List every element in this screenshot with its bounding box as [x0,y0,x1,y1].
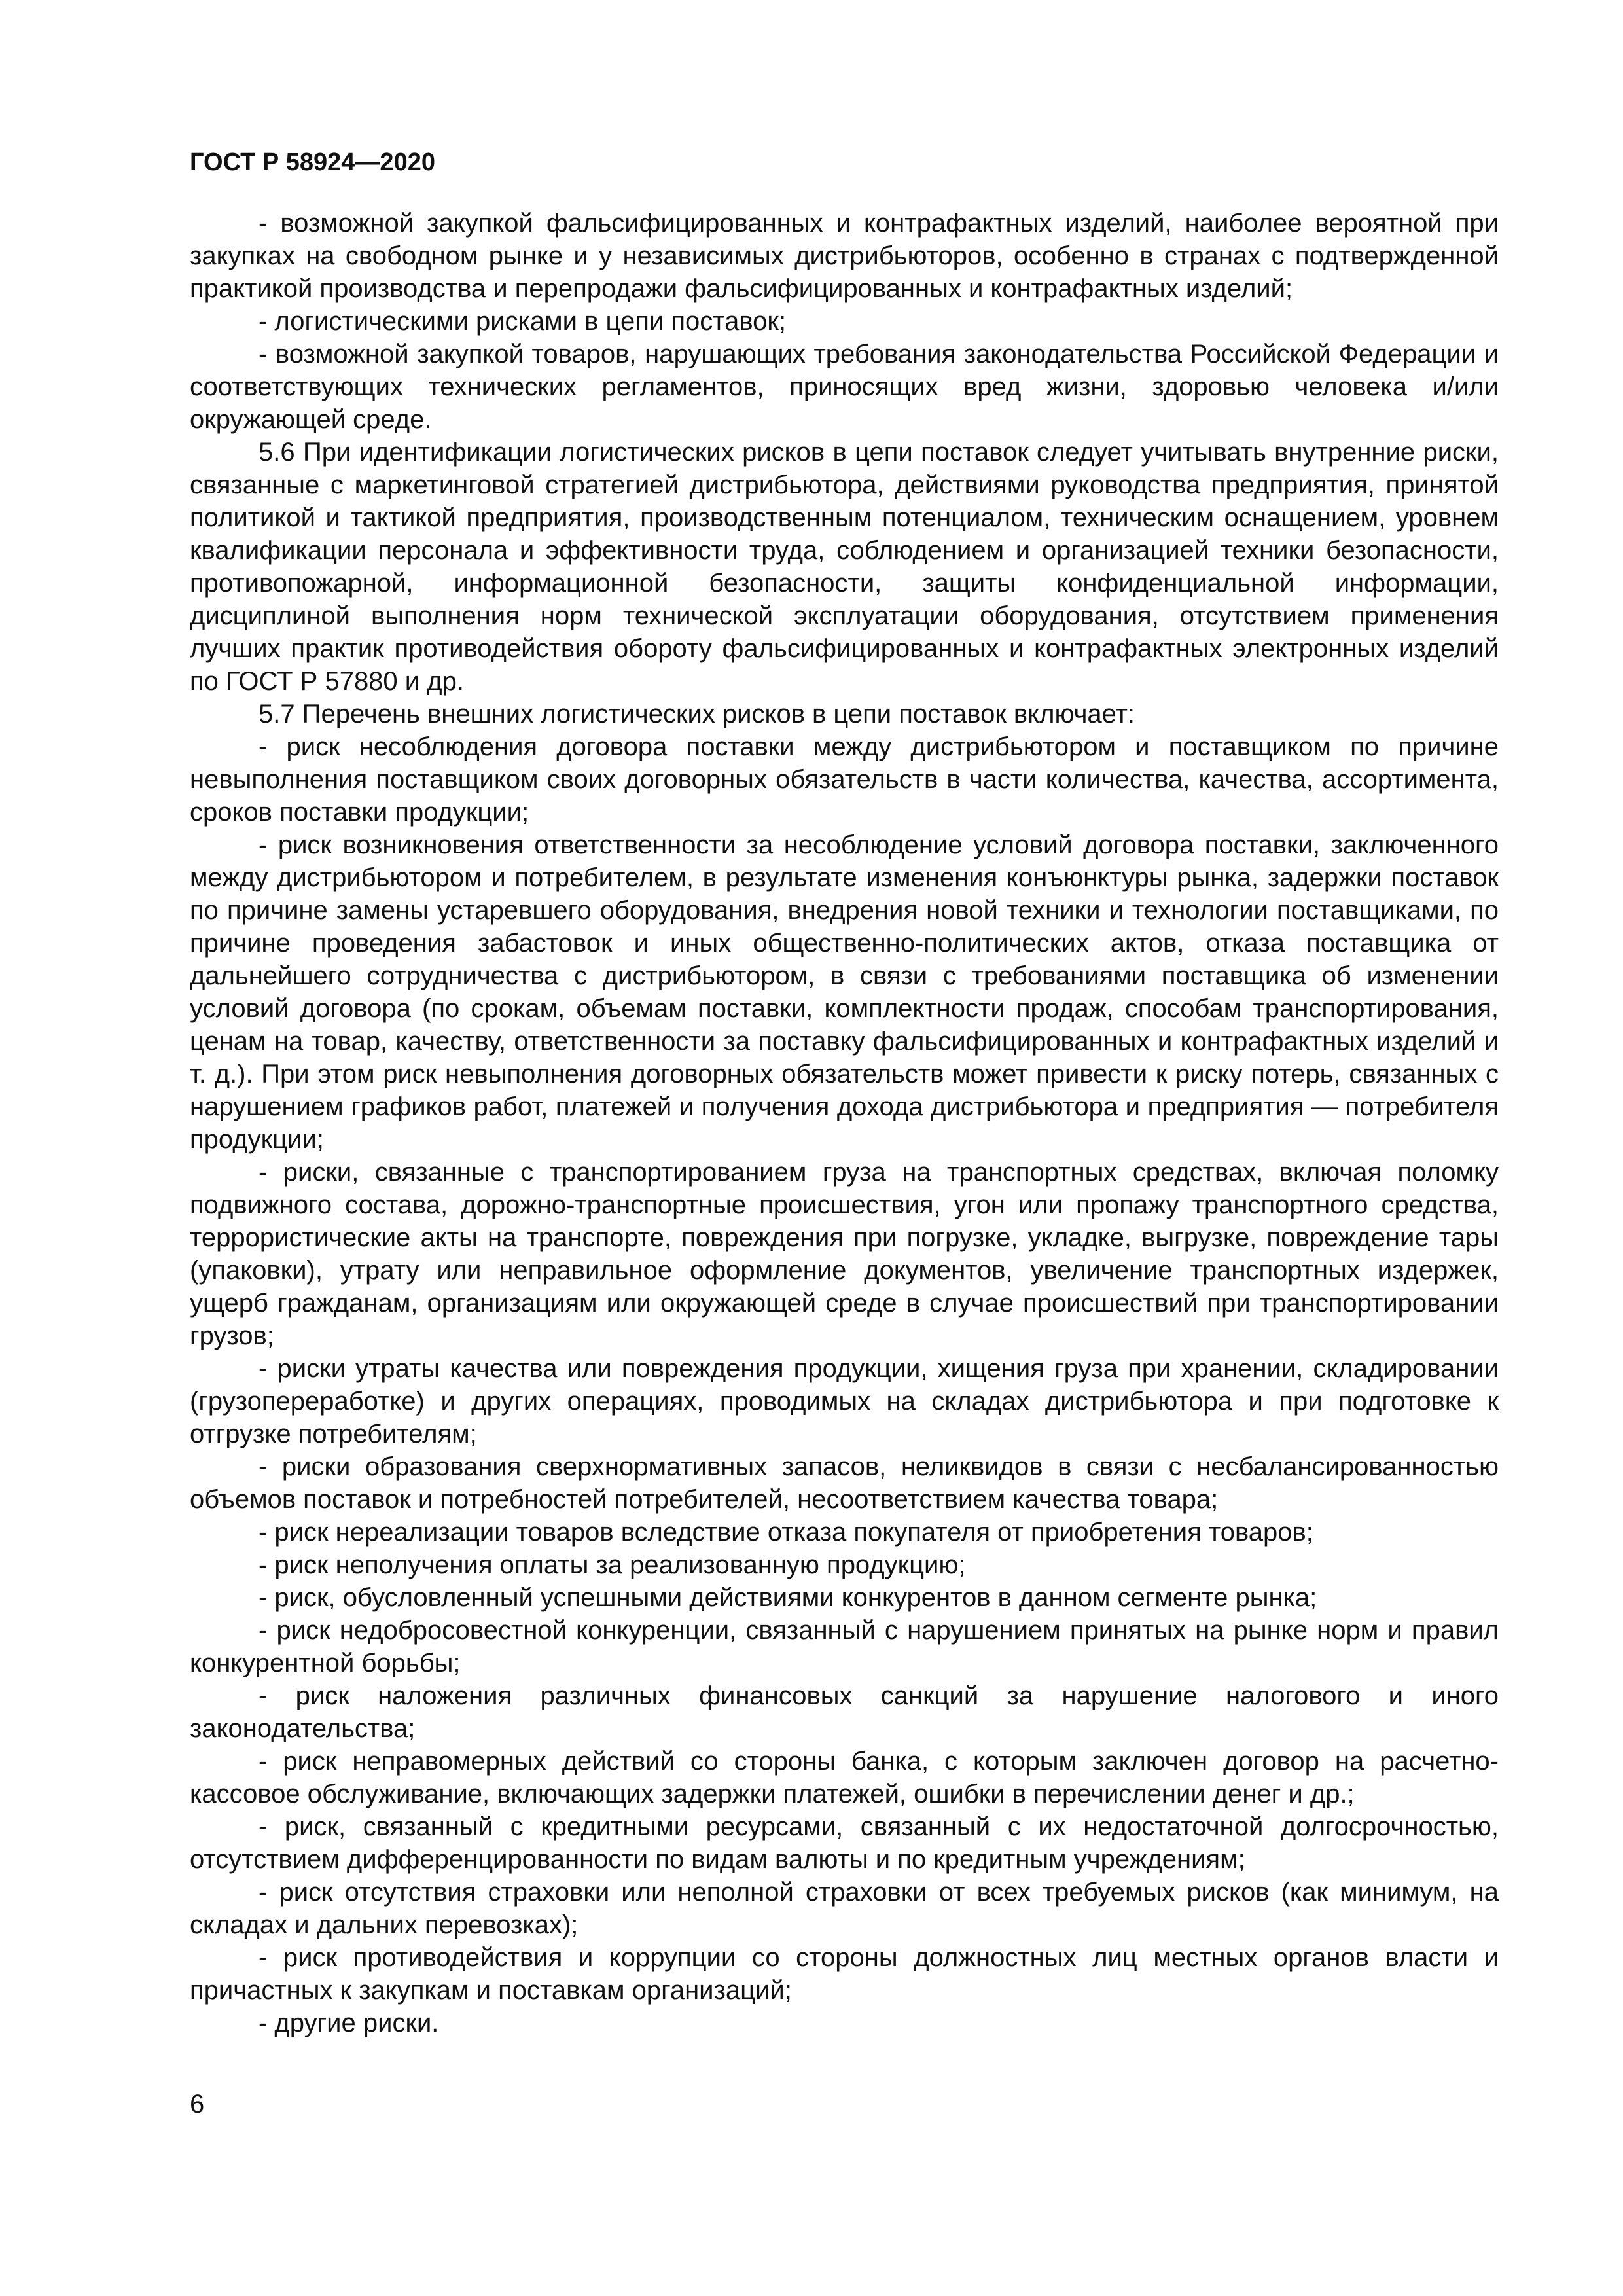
paragraph: - другие риски. [259,2009,439,2037]
paragraph: - логистическими рисками в цепи поставок; [259,307,786,336]
paragraph: - риски утраты качества или повреждения продукции, хищения груза при хранении, складировании (грузопереработке) и других операциях, проводимых на складах дистрибьютора и при подготовке к отгрузке потребителям; [190,1354,1499,1448]
paragraph: - риски, связанные с транспортированием груза на транспортных средствах, включая поломку подвижного состава, дорожно-транспортные происшествия, угон или пропажу транспортного средства, террористические акты на транспорте, повреждения при погрузке, укладке, выгрузке, повреждение тары (упаковки), утрату или неправильное оформление документов, увеличение транспортных издержек, ущерб гражданам, организациям или окружающей среде в случае происшествий при транспортировании грузов; [190,1158,1499,1350]
paragraph: - риск противодействия и коррупции со стороны должностных лиц местных органов власти и причастных к закупкам и поставкам организаций; [190,1943,1499,2005]
paragraph: - возможной закупкой товаров, нарушающих требования законодательства Российской Федерации и соответствующих технических регламентов, приносящих вред жизни, здоровью человека и/или окружающей среде. [190,340,1499,434]
paragraph: - риск недобросовестной конкуренции, связанный с нарушением принятых на рынке норм и правил конкурентной борьбы; [190,1616,1499,1677]
paragraph: - возможной закупкой фальсифицированных и контрафактных изделий, наиболее вероятной при закупках на свободном рынке и у независимых дистрибьюторов, особенно в странах с подтвержденной практикой производства и перепродажи фальсифицированных и контрафактных изделий; [190,209,1499,303]
paragraph: - риск несоблюдения договора поставки между дистрибьютором и поставщиком по причине невыполнения поставщиком своих договорных обязательств в части количества, качества, ассортимента, сроков поставки продукции; [190,732,1499,827]
paragraph: - риск, связанный с кредитными ресурсами, связанный с их недостаточной долгосрочностью, отсутствием дифференцированности по видам валюты и по кредитным учреждениям; [190,1812,1499,1874]
paragraph: - риск нереализации товаров вследствие отказа покупателя от приобретения товаров; [259,1518,1313,1547]
page-number: 6 [190,2090,205,2119]
paragraph: 5.6 При идентификации логистических рисков в цепи поставок следует учитывать внутренние риски, связанные с маркетинговой стратегией дистрибьютора, действиями руководства предприятия, принятой политикой и тактикой предприятия, производственным потенциалом, техническим оснащением, уровнем квалификации персонала и эффективности труда, соблюдением и организацией техники безопасности, противопожарной, информационной безопасности, защиты конфиденциальной информации, дисциплиной выполнения норм технической эксплуатации оборудования, отсутствием применения лучших практик противодействия обороту фальсифицированных и контрафактных электронных изделий по ГОСТ Р 57880 и др. [190,438,1499,696]
paragraph: - риски образования сверхнормативных запасов, неликвидов в связи с несбалансированностью объемов поставок и потребностей потребителей, несоответствием качества товара; [190,1452,1499,1514]
document-page [190,147,1499,2039]
paragraph: - риск неполучения оплаты за реализованную продукцию; [259,1551,966,1579]
paragraph: - риск возникновения ответственности за несоблюдение условий договора поставки, заключенного между дистрибьютором и потребителем, в результате изменения конъюнктуры рынка, задержки поставок по причине замены устаревшего оборудования, внедрения новой техники и технологии поставщиками, по причине проведения забастовок и иных общественно-политических актов, отказа поставщика от дальнейшего сотрудничества с дистрибьютором, в связи с требованиями поставщика об изменении условий договора (по срокам, объемам поставки, комплектности продаж, способам транспортирования, ценам на товар, качеству, ответственности за поставку фальсифицированных и контрафактных изделий и т. д.). При этом риск невыполнения договорных обязательств может привести к риску потерь, связанных с нарушением графиков работ, платежей и получения дохода дистрибьютора и предприятия — потребителя продукции; [190,831,1499,1154]
body-text [190,207,1499,2039]
paragraph: - риск отсутствия страховки или неполной страховки от всех требуемых рисков (как минимум, на складах и дальних перевозках); [190,1878,1499,1939]
paragraph: - риск наложения различных финансовых санкций за нарушение налогового и иного законодательства; [190,1681,1499,1743]
paragraph: - риск неправомерных действий со стороны банка, с которым заключен договор на расчетно-кассовое обслуживание, включающих задержки платежей, ошибки в перечислении денег и др.; [190,1747,1499,1808]
standard-code-header: ГОСТ Р 58924—2020 [190,149,435,176]
paragraph: 5.7 Перечень внешних логистических рисков в цепи поставок включает: [259,700,1135,728]
paragraph: - риск, обусловленный успешными действиями конкурентов в данном сегменте рынка; [259,1583,1317,1612]
